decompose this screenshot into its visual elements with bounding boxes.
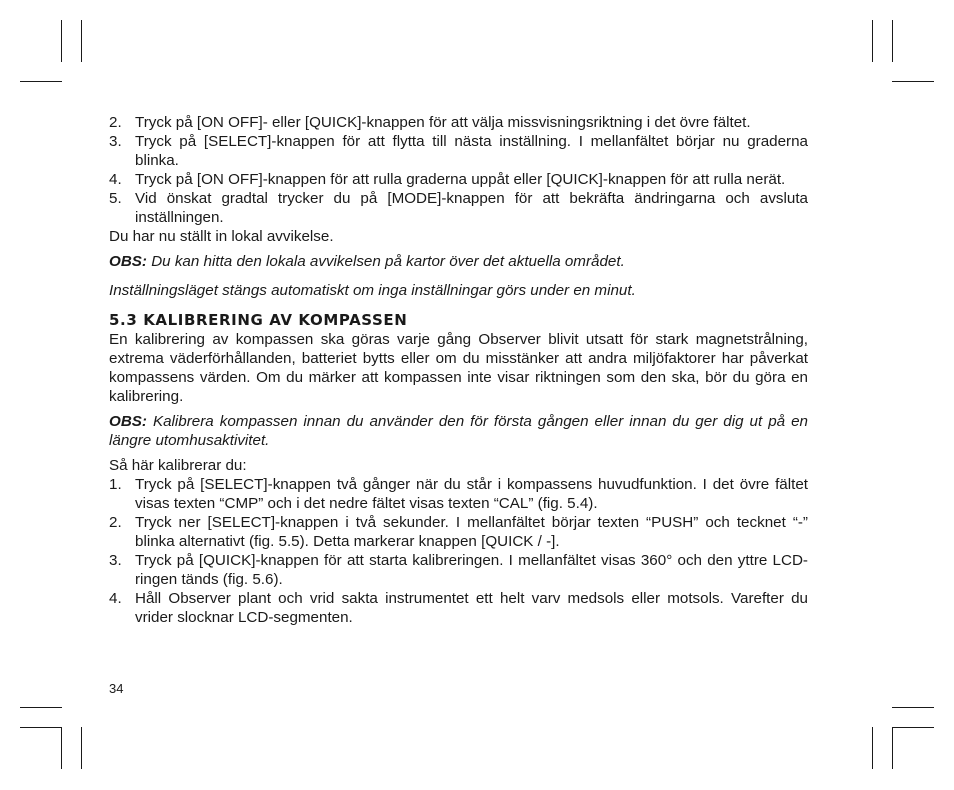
page-body xyxy=(109,113,808,627)
crop-mark xyxy=(892,707,934,708)
list-item: 4. Tryck på [ON OFF]-knappen för att rulla graderna uppåt eller [QUICK]-knappen för att rulla nerät. xyxy=(109,171,786,188)
list-item: 5. Vid önskat gradtal trycker du på [MODE]-knappen för att bekräfta ändringarna och avsluta inställningen. xyxy=(109,190,808,226)
crop-mark xyxy=(20,707,62,708)
crop-mark xyxy=(892,81,934,82)
obs-note: OBS: Kalibrera kompassen innan du använder den för första gången eller innan du ger dig ut på en längre utomhusaktivitet. xyxy=(109,413,808,449)
crop-mark xyxy=(81,20,82,62)
list-item: 1. Tryck på [SELECT]-knappen två gånger när du står i kompassens huvudfunktion. I det övre fältet visas texten “CMP” och i det nedre fältet visas texten “CAL” (fig. 5.4). xyxy=(109,476,808,512)
calibration-steps-list xyxy=(109,475,808,627)
local-deviation-text: Du har nu ställt in lokal avvikelse. xyxy=(109,228,334,245)
intro-paragraph: En kalibrering av kompassen ska göras varje gång Observer blivit utsatt för stark magnetstrålning, extrema väderförhållanden, batteriet bytts eller om du misstänker att andra miljöfaktorer har påverkat kompassens värden. Om du märker att kompassen inte visar riktningen som den ska, bör du göra en kalibrering. xyxy=(109,331,808,405)
crop-mark xyxy=(892,727,893,769)
crop-mark xyxy=(20,727,62,728)
list-item: 4. Håll Observer plant och vrid sakta instrumentet ett helt varv medsols eller motsols. Varefter du vrider slocknar LCD-segmenten. xyxy=(109,590,808,626)
crop-mark xyxy=(20,81,62,82)
timeout-note: Inställningsläget stängs automatiskt om inga inställningar görs under en minut. xyxy=(109,282,636,299)
crop-mark xyxy=(892,20,893,62)
list-item: 3. Tryck på [SELECT]-knappen för att flytta till nästa inställning. I mellanfältet börjar nu graderna blinka. xyxy=(109,133,808,169)
crop-mark xyxy=(81,727,82,769)
section-heading: 5.3 KALIBRERING AV KOMPASSEN xyxy=(109,311,408,329)
crop-mark xyxy=(872,20,873,62)
crop-mark xyxy=(892,727,934,728)
list-item: 3. Tryck på [QUICK]-knappen för att starta kalibreringen. I mellanfältet visas 360° och den yttre LCD-ringen tänds (fig. 5.6). xyxy=(109,552,808,588)
crop-mark xyxy=(61,727,62,769)
list-item: 2. Tryck ner [SELECT]-knappen i två sekunder. I mellanfältet börjar texten “PUSH” och tecknet “-” blinka alternativt (fig. 5.5). Detta markerar knappen [QUICK / -]. xyxy=(109,514,808,550)
obs-note: OBS: Du kan hitta den lokala avvikelsen på kartor över det aktuella området. xyxy=(109,253,625,270)
list-item: 2. Tryck på [ON OFF]- eller [QUICK]-knappen för att välja missvisningsriktning i det övre fältet. xyxy=(109,114,751,131)
steps-list-continued xyxy=(109,113,808,227)
crop-mark xyxy=(872,727,873,769)
how-to-text: Så här kalibrerar du: xyxy=(109,457,247,474)
crop-mark xyxy=(61,20,62,62)
page-number: 34 xyxy=(109,681,124,696)
